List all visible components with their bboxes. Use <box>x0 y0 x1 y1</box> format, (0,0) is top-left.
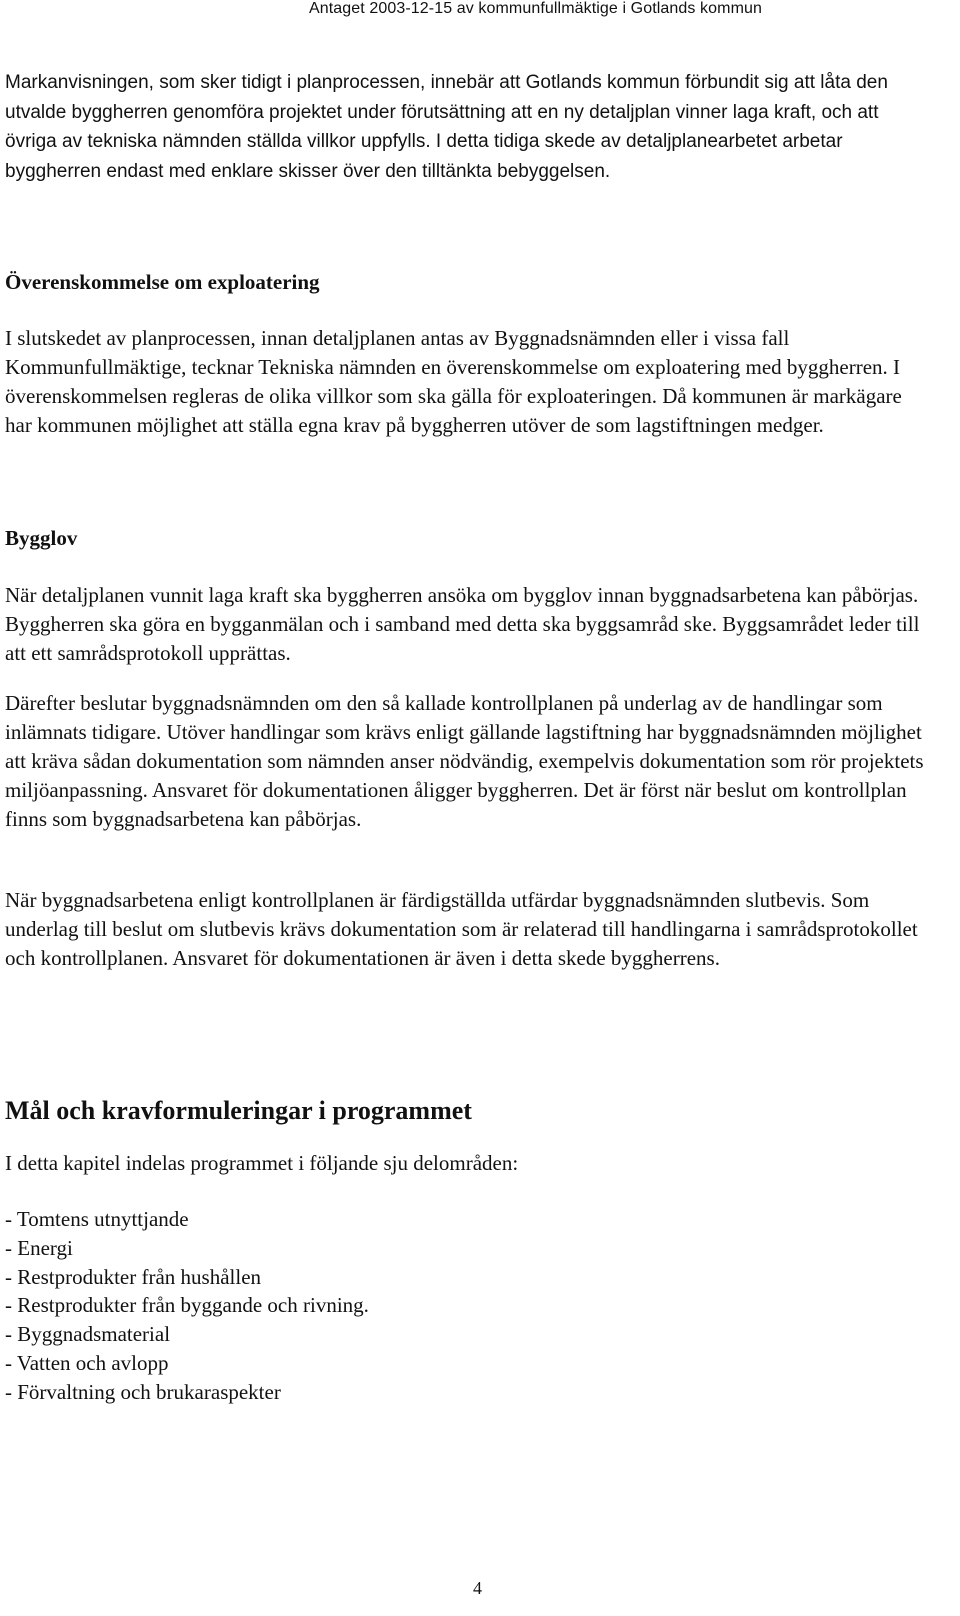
page-header: Antaget 2003-12-15 av kommunfullmäktige i Gotlands kommun <box>308 0 762 17</box>
list-item: - Förvaltning och brukaraspekter <box>5 1379 281 1404</box>
paragraph-bygglov-2: Därefter beslutar byggnadsnämnden om den så kallade kontrollplanen på underlag av de handlingar som inlämnats tidigare. Utöver handlingar som krävs enligt gällande lagstiftning har byggnadsnämnden möjlighet att kräva sådan dokumentation som nämnden anser nödvändig, exempelvis dokumentation som rör projektets miljöanpassning. Ansvaret för dokumentationen åligger byggherren. Det är först när beslut om kontrollplan finns som byggnadsarbetena kan påbörjas. <box>5 691 924 831</box>
list-item: - Byggnadsmaterial <box>5 1322 171 1347</box>
list-item: - Vatten och avlopp <box>5 1350 169 1375</box>
list-item: - Restprodukter från hushållen <box>5 1264 262 1289</box>
list-item: - Restprodukter från byggande och rivning. <box>5 1293 369 1318</box>
delomraden-list <box>5 1205 925 1407</box>
paragraph-bygglov-3: När byggnadsarbetena enligt kontrollplanen är färdigställda utfärdar byggnadsnämnden slutbevis. Som underlag till beslut om slutbevis krävs dokumentation som är relaterad till handlingarna i samrådsprotokollet och kontrollplanen. Ansvaret för dokumentationen är även i detta skede byggherrens. <box>5 888 918 970</box>
paragraph-mal-intro: I detta kapitel indelas programmet i följande sju delområden: <box>5 1151 519 1175</box>
page-number: 4 <box>473 1578 482 1598</box>
heading-bygglov: Bygglov <box>5 526 78 550</box>
paragraph-exploatering: I slutskedet av planprocessen, innan detaljplanen antas av Byggnadsnämnden eller i vissa fall Kommunfullmäktige, tecknar Tekniska nämnden en överenskommelse om exploatering med byggherren. I överenskommelsen regleras de olika villkor som ska gälla för exploateringen. Då kommunen är markägare har kommunen möjlighet att ställa egna krav på byggherren utöver de som lagstiftningen medger. <box>5 326 902 437</box>
paragraph-markanvisning: Markanvisningen, som sker tidigt i planprocessen, innebär att Gotlands kommun förbundit sig att låta den utvalde byggherren genomföra projektet under förutsättning att en ny detaljplan vinner laga kraft, och att övriga av tekniska nämnden ställda villkor uppfylls. I detta tidiga skede av detaljplanearbetet arbetar byggherren endast med enklare skisser över den tilltänkta bebyggelsen. <box>5 72 888 182</box>
paragraph-bygglov-1: När detaljplanen vunnit laga kraft ska byggherren ansöka om bygglov innan byggnadsarbetena kan påbörjas. Byggherren ska göra en bygganmälan och i samband med detta ska byggsamråd ske. Byggsamrådet leder till att ett samrådsprotokoll upprättas. <box>5 583 920 665</box>
heading-mal: Mål och kravformuleringar i programmet <box>5 1096 472 1125</box>
heading-exploatering: Överenskommelse om exploatering <box>5 270 320 294</box>
list-item: - Energi <box>5 1235 73 1260</box>
list-item: - Tomtens utnyttjande <box>5 1207 189 1231</box>
